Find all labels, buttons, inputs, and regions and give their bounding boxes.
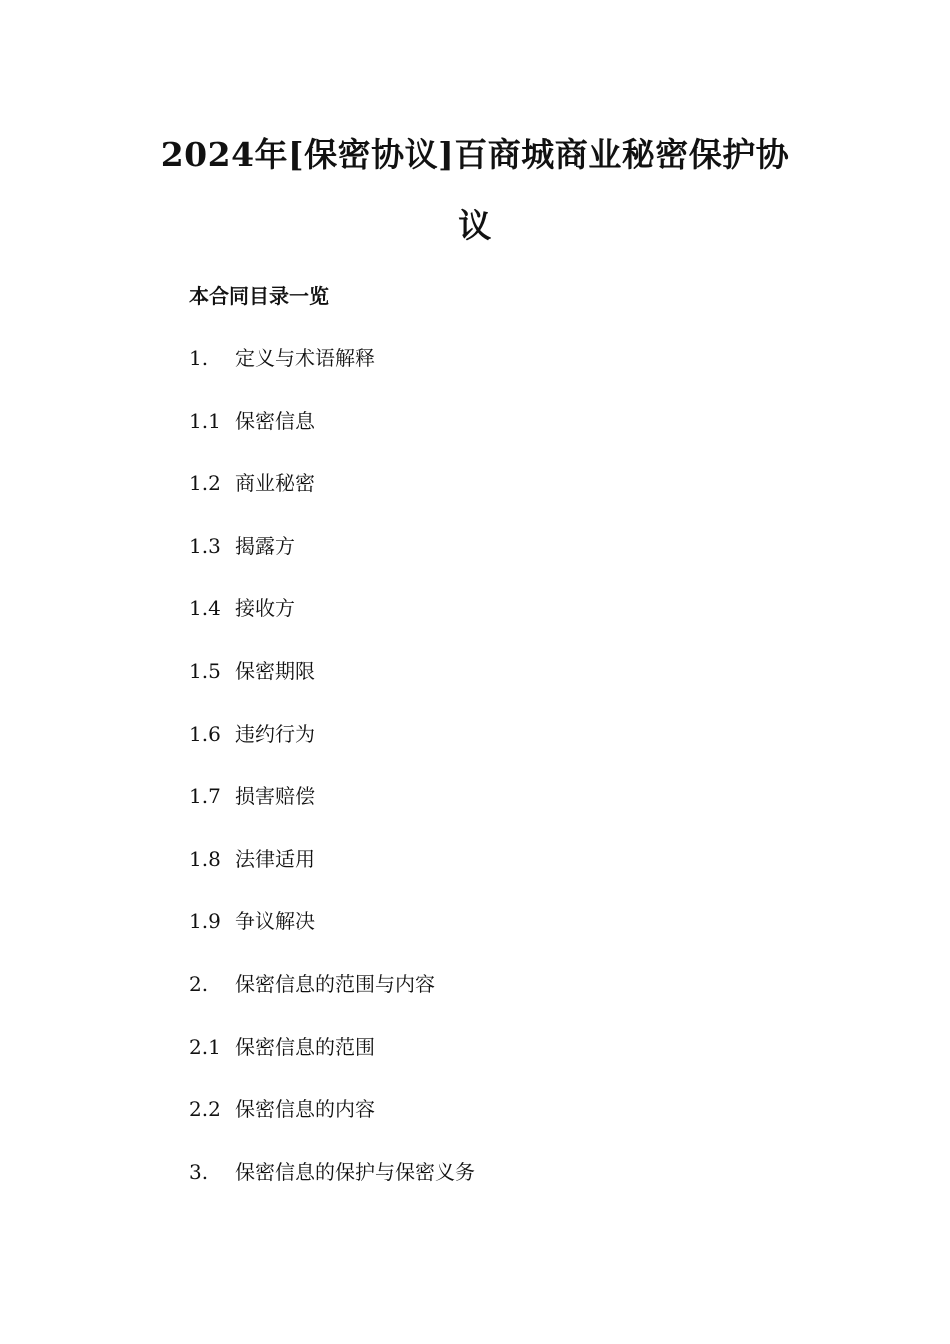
toc-item-number: 3. [189, 1159, 209, 1184]
toc-item-text: 损害赔偿 [235, 784, 315, 809]
toc-item-text: 保密信息的保护与保密义务 [235, 1159, 475, 1184]
toc-item [189, 907, 475, 970]
toc-item-text: 保密信息的内容 [235, 1097, 375, 1122]
toc-item-number: 1.2 [189, 471, 221, 496]
toc-item-number: 1.1 [189, 408, 221, 433]
toc-item [189, 845, 475, 908]
toc-item-text: 接收方 [235, 596, 295, 621]
toc-item-text: 商业秘密 [235, 471, 315, 496]
toc-item [189, 1033, 475, 1096]
toc-item-number: 2.2 [189, 1097, 221, 1122]
toc-item-number: 1.7 [189, 784, 221, 809]
toc-item-number: 2. [189, 971, 209, 996]
toc-item-text: 保密信息 [235, 408, 315, 433]
toc-item-number: 1.3 [189, 533, 221, 558]
toc-item-number: 1. [189, 346, 209, 370]
toc-item [189, 469, 475, 532]
toc-item-text: 保密期限 [235, 658, 315, 683]
toc-item [189, 782, 475, 845]
toc-item [189, 594, 475, 657]
toc-item-number: 2.1 [189, 1034, 221, 1059]
toc-item-text: 定义与术语解释 [235, 346, 375, 370]
toc-item-text: 法律适用 [235, 846, 315, 871]
toc-item-number: 1.6 [189, 721, 221, 746]
toc-item-text: 违约行为 [235, 721, 315, 746]
table-of-contents [189, 344, 475, 1220]
toc-item-number: 1.9 [189, 909, 221, 934]
document-title-line-2: 议 [458, 206, 492, 245]
toc-item [189, 407, 475, 470]
toc-item [189, 1095, 475, 1158]
toc-item [189, 657, 475, 720]
toc-item [189, 970, 475, 1033]
toc-item-text: 保密信息的范围 [235, 1034, 375, 1059]
toc-item-number: 1.5 [189, 658, 221, 683]
toc-item [189, 344, 475, 407]
toc-item-text: 揭露方 [235, 533, 295, 558]
toc-item-number: 1.8 [189, 846, 221, 871]
toc-item [189, 720, 475, 783]
toc-item [189, 1158, 475, 1221]
toc-item-text: 保密信息的范围与内容 [235, 971, 435, 996]
toc-item-text: 争议解决 [235, 909, 315, 934]
document-title-line-1: 2024年[保密协议]百商城商业秘密保护协 [160, 135, 790, 174]
toc-item [189, 532, 475, 595]
toc-item-number: 1.4 [189, 596, 221, 621]
toc-heading: 本合同目录一览 [189, 284, 329, 308]
